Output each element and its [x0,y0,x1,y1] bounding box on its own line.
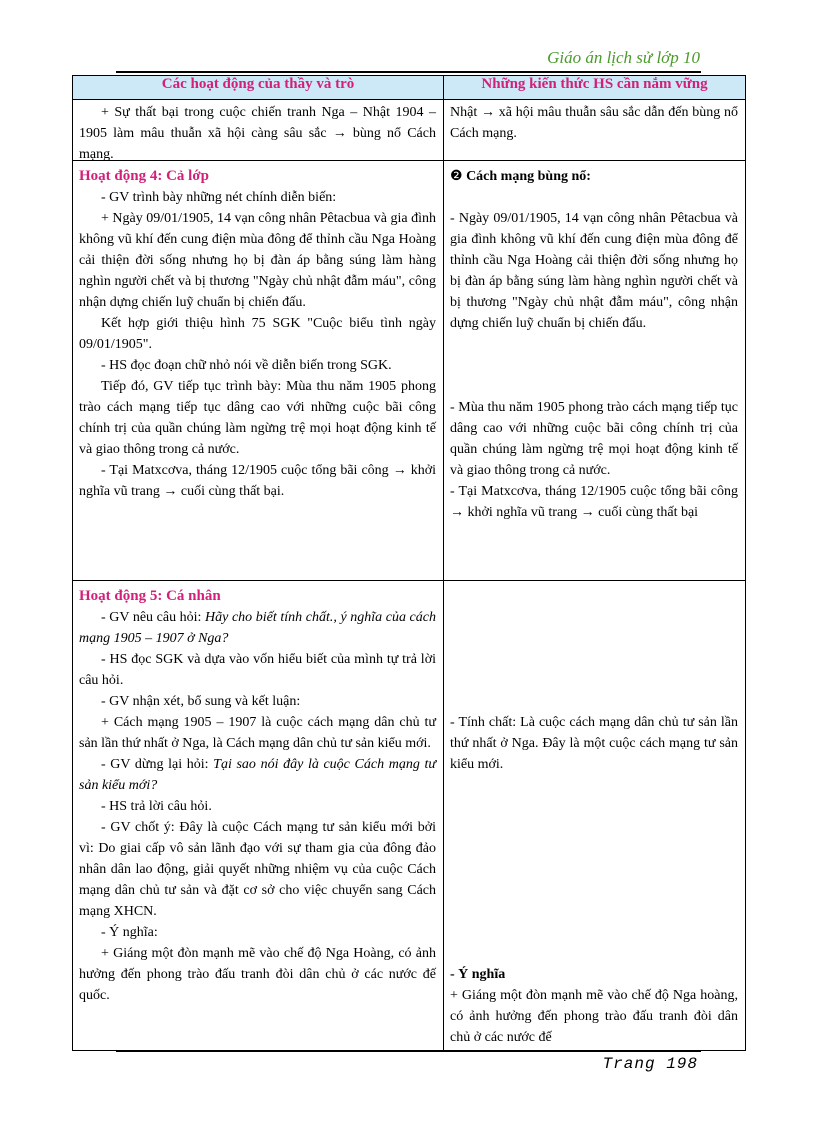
footer-rule [116,1050,701,1052]
column-header-knowledge: Những kiến thức HS cần nắm vững [444,76,746,100]
paragraph [79,607,436,649]
row3-right-cell [444,581,746,1051]
section-heading: Cách mạng bùng nổ: [466,169,591,184]
paragraph: + Ngày 09/01/1905, 14 vạn công nhân Pêtacbua và gia đình không vũ khí đến cung điện mùa đông để thỉnh cầu Nga Hoàng cải thiện đời sống nhưng họ bị đàn áp bằng súng làm hàng nghìn người chết và bị thương "Ngày chủ nhật đẫm máu", công nhận dựng chiến luỹ chuẩn bị chiến đấu. [79,211,436,310]
paragraph: + Cách mạng 1905 – 1907 là cuộc cách mạng dân chủ tư sản lần thứ nhất ở Nga, là Cách mạng dân chủ tư sản kiểu mới. [79,715,436,751]
meaning-paragraph: + Giáng một đòn mạnh mẽ vào chế độ Nga hoàng, có ảnh hưởng đến phong trào đấu tranh đòi dân chủ ở các nước đế [450,988,738,1045]
row2-right-cell [444,161,746,581]
table-row [73,161,746,581]
table-header-row [73,76,746,100]
meaning-heading: - Ý nghĩa [450,967,506,982]
paragraph: - Ý nghĩa: [101,925,158,940]
row1-left-cell [73,100,444,161]
header-rule [116,71,701,73]
paragraph: - GV trình bày những nét chính diễn biến: [101,190,337,205]
paragraph: - GV nhận xét, bổ sung và kết luận: [101,694,301,709]
nature-paragraph: - Tính chất: Là cuộc cách mạng dân chủ tư sản lần thứ nhất ở Nga. Đây là một cuộc cách mạng tư sản kiểu mới. [450,715,738,772]
paragraph: Nhật → xã hội mâu thuẫn sâu sắc dẫn đến bùng nổ Cách mạng. [450,105,738,141]
paragraph: - Tại Matxcơva, tháng 12/1905 cuộc tổng bãi công → khởi nghĩa vũ trang → cuối cùng thất bại. [79,463,436,499]
paragraph: - Ngày 09/01/1905, 14 vạn công nhân Pêtacbua và gia đình không vũ khí đến cung điện mùa đông để thỉnh cầu Nga Hoàng cải thiện đời sống nhưng họ bị đàn áp bằng súng làm hàng nghìn người chết và bị thương "Ngày chủ nhật đẫm máu", công nhận dựng chiến luỹ chuẩn bị chiến đấu. [450,211,738,331]
column-header-activities: Các hoạt động của thầy và trò [73,76,444,100]
paragraph: + Sự thất bại trong cuộc chiến tranh Nga – Nhật 1904 – 1905 làm mâu thuẫn xã hội càng sâu sắc → bùng nổ Cách mạng. [79,105,436,162]
document-header-title: Giáo án lịch sử lớp 10 [547,48,700,67]
paragraph: Kết hợp giới thiệu hình 75 SGK "Cuộc biểu tình ngày 09/01/1905". [79,316,436,352]
paragraph: - GV chốt ý: Đây là cuộc Cách mạng tư sản kiểu mới bởi vì: Do giai cấp vô sản lãnh đạo với sự tham gia của đông đảo nhân dân lao động, giải quyết những nhiệm vụ của cuộc Cách mạng dân chủ tư sản và đặt cơ sở cho việc chuyển sang Cách mạng XHCN. [79,820,436,919]
question-prefix: - GV dừng lại hỏi: [101,757,214,772]
row1-right-cell [444,100,746,161]
paragraph: Tiếp đó, GV tiếp tục trình bày: Mùa thu năm 1905 phong trào cách mạng tiếp tục dâng cao với những cuộc bãi công chính trị của quần chúng làm ngừng trệ mọi hoạt động kinh tế và giao thông trong cả nước. [79,379,436,457]
page-number: Trang 198 [602,1055,698,1073]
paragraph [79,754,436,796]
table-row [73,581,746,1051]
number-two-icon: ❷ [450,169,463,184]
row2-left-cell [73,161,444,581]
question-prefix: - GV nêu câu hỏi: [101,610,206,625]
question-text: Tại sao nói đây là cuộc Cách mạng tư sản kiểu mới? [79,757,436,793]
table-row [73,100,746,161]
row3-left-cell [73,581,444,1051]
question-text: Hãy cho biết tính chất., ý nghĩa của cách mạng 1905 – 1907 ở Nga? [79,610,436,646]
paragraph: - HS trả lời câu hỏi. [101,799,212,814]
paragraph: - HS đọc đoạn chữ nhỏ nói về diễn biến trong SGK. [101,358,392,373]
paragraph: - Tại Matxcơva, tháng 12/1905 cuộc tổng bãi công → khởi nghĩa vũ trang → cuối cùng thất bại [450,484,738,520]
paragraph: - HS đọc SGK và dựa vào vốn hiểu biết của mình tự trả lời câu hỏi. [79,652,436,688]
paragraph: - Mùa thu năm 1905 phong trào cách mạng tiếp tục dâng cao với những cuộc bãi công chính trị của quần chúng làm ngừng trệ mọi hoạt động kinh tế và giao thông trong cả nước. [450,400,738,478]
lesson-table [72,75,746,1051]
activity-heading: Hoạt động 5: Cá nhân [79,588,221,604]
activity-heading: Hoạt động 4: Cả lớp [79,168,209,184]
paragraph: + Giáng một đòn mạnh mẽ vào chế độ Nga Hoàng, có ảnh hưởng đến phong trào đấu tranh đòi dân chủ ở các nước đế quốc. [79,946,436,1003]
